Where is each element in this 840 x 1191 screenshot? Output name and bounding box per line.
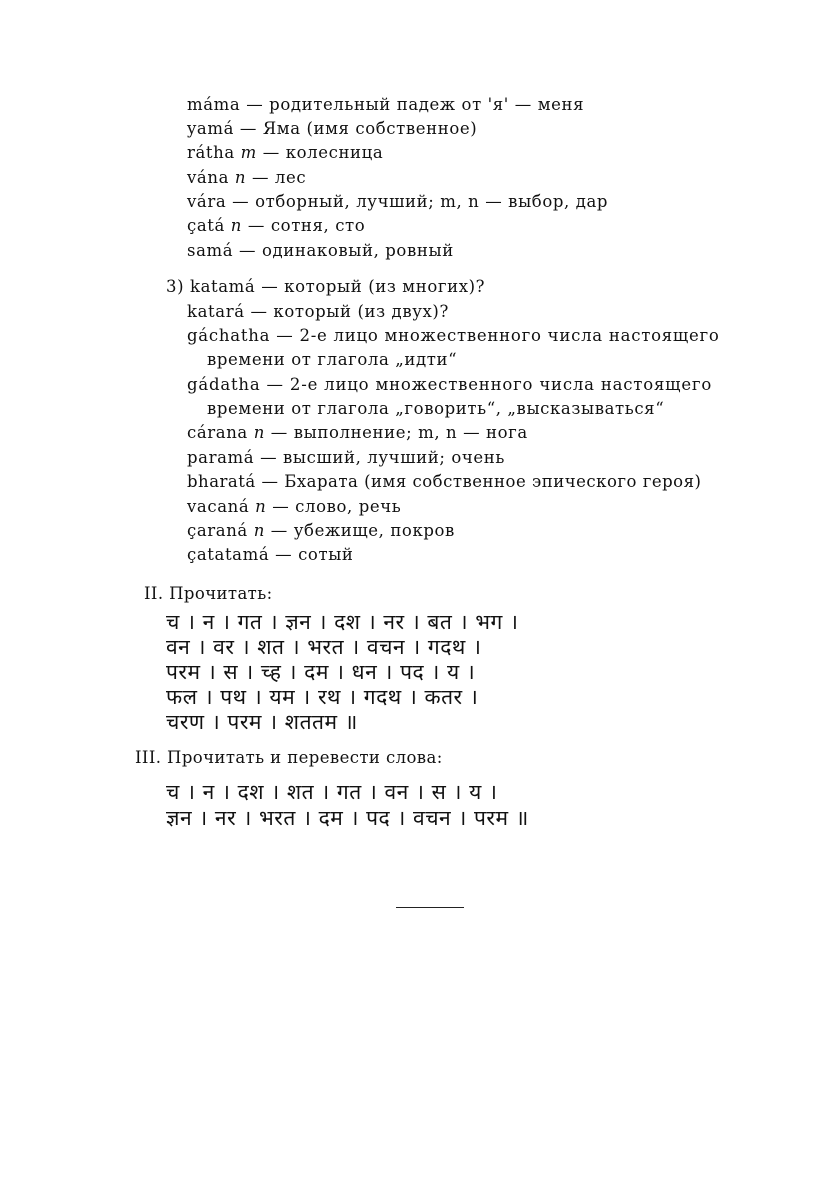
devanagari-line: ज्ञन । नर । भरत । दम । पद । वचन । परम ॥ (166, 806, 529, 830)
vocab-gender: n (249, 497, 267, 516)
vocab-gloss: — отборный, лучший; m, n — выбор, дар (226, 192, 609, 211)
vocab-word: çatatamá (187, 545, 270, 564)
vocab-word: máma (187, 95, 241, 114)
vocab-entry (187, 118, 477, 140)
vocab-gloss: — выполнение; m, n — нога (264, 423, 528, 442)
vocab-gender: n (247, 423, 265, 442)
vocab-gloss: — Яма (имя собственное) (234, 119, 478, 138)
vocab-word: yamá (187, 119, 235, 138)
vocab-word: samá (187, 241, 234, 260)
vocab-entry (187, 544, 354, 566)
section-heading-2: II. Прочитать: (144, 584, 273, 603)
vocab-gloss: — 2-е лицо множественного числа настоящего (270, 326, 720, 345)
vocab-gloss: — который (из двух)? (244, 302, 449, 321)
vocab-word: 3) katamá (166, 277, 256, 296)
vocab-word: cárana (187, 423, 248, 442)
vocab-gloss: — 2-е лицо множественного числа настоящего (260, 375, 713, 394)
vocab-gender: n (224, 216, 243, 235)
vocab-word: vára (187, 192, 227, 211)
vocab-gloss: — одинаковый, ровный (233, 241, 454, 260)
devanagari-line: चरण । परम । शततम ॥ (166, 710, 358, 734)
vocab-gloss: — убежище, покров (264, 521, 455, 540)
vocab-entry (187, 240, 454, 262)
devanagari-line: फल । पथ । यम । रथ । गदथ । कतर । (166, 685, 479, 709)
vocab-gloss: — Бхарата (имя собственное эпического героя) (255, 472, 702, 491)
vocab-entry (187, 94, 584, 116)
vocab-word: gáchatha (187, 326, 271, 345)
vocab-entry (187, 167, 306, 189)
vocab-word: katará (187, 302, 245, 321)
devanagari-line: च । न । गत । ज्ञन । दश । नर । बत । भग । (166, 610, 519, 634)
vocab-entry (187, 447, 505, 469)
divider-rule (396, 907, 464, 908)
vocab-entry (187, 142, 383, 164)
vocab-word: çaraná (187, 521, 248, 540)
vocab-gloss: — который (из многих)? (255, 277, 486, 296)
vocab-word: paramá (187, 448, 255, 467)
vocab-gloss: времени от глагола „говорить“, „высказываться“ (207, 399, 665, 418)
vocab-gloss: — колесница (256, 143, 384, 162)
vocab-entry-continuation (207, 398, 664, 420)
section-heading-3: III. Прочитать и перевести слова: (135, 748, 443, 767)
vocab-entry (187, 422, 528, 444)
vocab-entry (187, 520, 455, 542)
vocab-gender: m (234, 143, 257, 162)
vocab-entry (187, 191, 608, 213)
vocab-gloss: — сотня, сто (242, 216, 366, 235)
vocab-gender: n (229, 168, 247, 187)
vocab-entry-continuation (207, 349, 457, 371)
vocab-word: gádatha (187, 375, 261, 394)
vocab-entry (187, 325, 720, 347)
vocab-entry (187, 471, 701, 493)
vocab-entry (187, 496, 401, 518)
vocab-entry (187, 215, 365, 237)
devanagari-line: च । न । दश । शत । गत । वन । स । य । (166, 780, 498, 804)
vocab-entry (187, 301, 449, 323)
vocab-gloss: — лес (246, 168, 307, 187)
vocab-word: vacaná (187, 497, 250, 516)
vocab-gloss: — родительный падеж от 'я' — меня (240, 95, 585, 114)
vocab-word: vána (187, 168, 230, 187)
devanagari-line: वन । वर । शत । भरत । वचन । गदथ । (166, 635, 482, 659)
vocab-word: rátha (187, 143, 235, 162)
vocab-word: çatá (187, 216, 225, 235)
vocab-word: bharatá (187, 472, 256, 491)
vocab-entry (166, 276, 485, 298)
vocab-gender: n (247, 521, 265, 540)
vocab-entry (187, 374, 712, 396)
vocab-gloss: — высший, лучший; очень (254, 448, 505, 467)
vocab-gloss: — слово, речь (266, 497, 402, 516)
vocab-gloss: — сотый (269, 545, 354, 564)
devanagari-line: परम । स । च्ह । दम । धन । पद । य । (166, 660, 476, 684)
vocab-gloss: времени от глагола „идти“ (207, 350, 458, 369)
